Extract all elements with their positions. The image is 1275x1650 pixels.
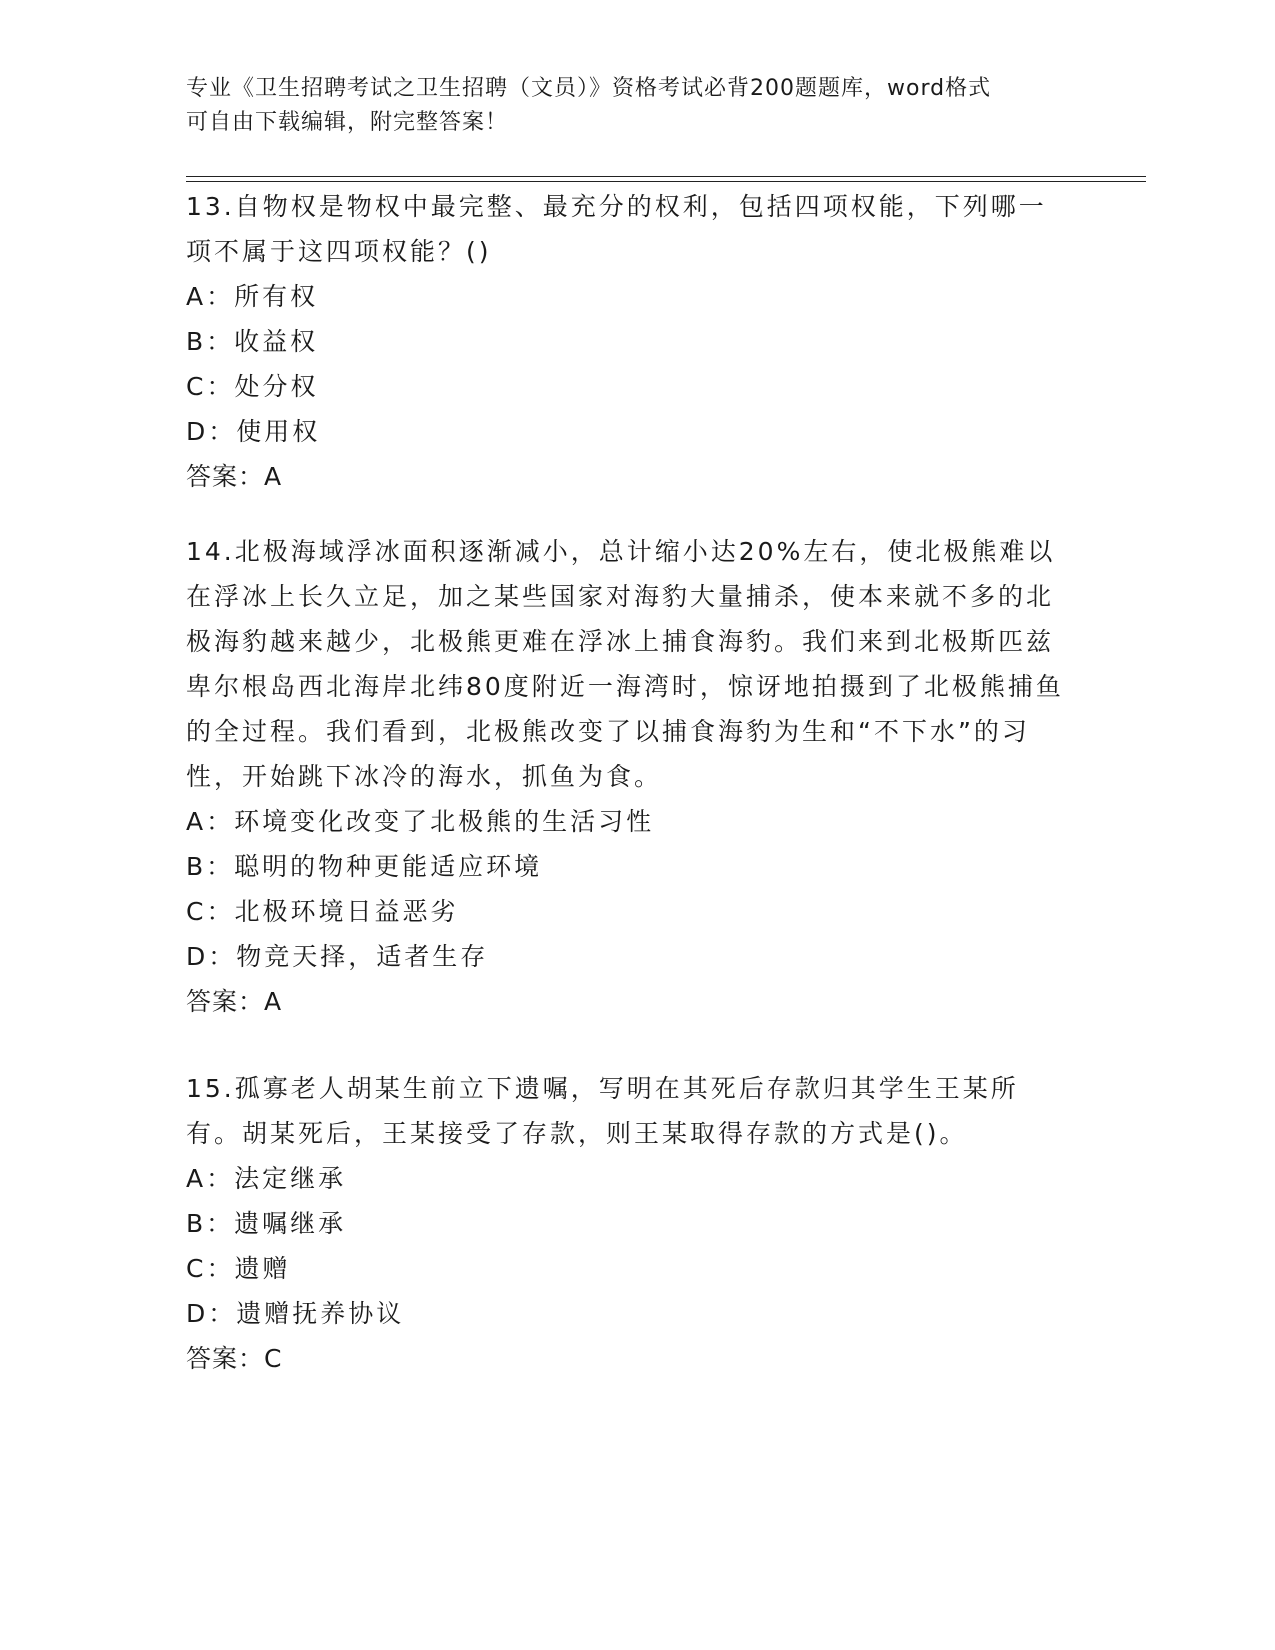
question-stem: 15.孤寡老人胡某生前立下遗嘱，写明在其死后存款归其学生王某所有。胡某死后，王某接受了存款，则王某取得存款的方式是()。 (186, 1074, 1019, 1148)
option-c: C：处分权 (186, 372, 319, 401)
question-14 (186, 529, 1066, 1024)
header-divider (186, 176, 1146, 177)
option-a: A：所有权 (186, 282, 319, 311)
option-b: B：聪明的物种更能适应环境 (186, 852, 543, 881)
option-c: C：北极环境日益恶劣 (186, 897, 459, 926)
answer: 答案：A (186, 987, 283, 1016)
document-header (186, 72, 1086, 140)
option-b: B：遗嘱继承 (186, 1209, 347, 1238)
header-line-1: 专业《卫生招聘考试之卫生招聘（文员）》资格考试必背200题题库，word格式 (186, 76, 992, 101)
option-c: C：遗赠 (186, 1254, 291, 1283)
question-15 (186, 1066, 1066, 1381)
question-stem: 14.北极海域浮冰面积逐渐减小，总计缩小达20%左右，使北极熊难以在浮冰上长久立足，加之某些国家对海豹大量捕杀，使本来就不多的北极海豹越来越少，北极熊更难在浮冰上捕食海豹。我们来到北极斯匹兹卑尔根岛西北海岸北纬80度附近一海湾时，惊讶地拍摄到了北极熊捕鱼的全过程。我们看到，北极熊改变了以捕食海豹为生和“不下水”的习性，开始跳下冰冷的海水，抓鱼为食。 (186, 537, 1064, 791)
option-b: B：收益权 (186, 327, 319, 356)
answer: 答案：A (186, 462, 283, 491)
answer: 答案：C (186, 1344, 283, 1373)
question-13 (186, 184, 1066, 499)
option-a: A：法定继承 (186, 1164, 347, 1193)
option-d: D：遗赠抚养协议 (186, 1299, 405, 1328)
option-a: A：环境变化改变了北极熊的生活习性 (186, 807, 655, 836)
header-divider-second (186, 181, 1146, 182)
header-line-2: 可自由下载编辑，附完整答案！ (186, 110, 509, 135)
question-stem: 13.自物权是物权中最完整、最充分的权利，包括四项权能，下列哪一项不属于这四项权能？() (186, 192, 1047, 266)
option-d: D：物竞天择，适者生存 (186, 942, 489, 971)
option-d: D：使用权 (186, 417, 321, 446)
